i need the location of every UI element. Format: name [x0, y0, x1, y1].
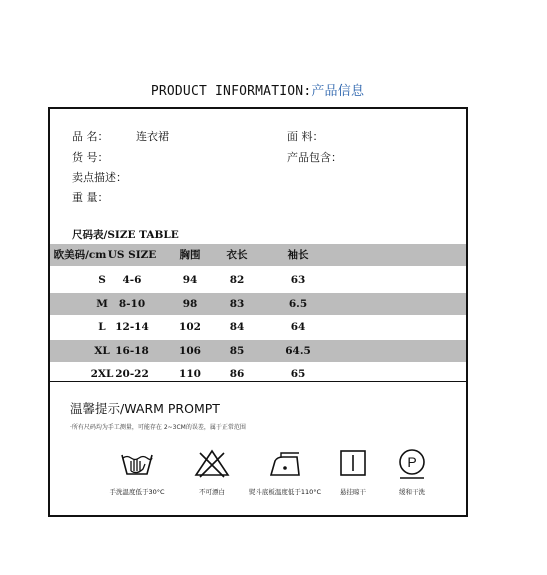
heading-en: PRODUCT INFORMATION:	[150, 84, 312, 99]
table-cell: 2XL	[90, 368, 114, 380]
table-cell: 63	[290, 274, 306, 286]
iron-icon	[267, 447, 303, 481]
table-cell: L	[98, 321, 106, 333]
svg-text:P: P	[407, 454, 417, 470]
table-cell: 98	[182, 298, 198, 310]
table-cell: 16-18	[115, 345, 149, 357]
table-header-cell: 胸围	[179, 249, 201, 261]
section-divider	[50, 381, 466, 382]
table-cell: XL	[94, 345, 110, 357]
page-heading	[0, 80, 515, 99]
size-table-title: 尺码表/SIZE TABLE	[72, 229, 179, 241]
care-label-iron: 熨斗底板温度低于110°C	[248, 488, 322, 496]
warm-prompt-note: ·所有尺码均为手工测量，可能存在 2~3CM的误差，属于正常范围	[70, 424, 246, 431]
table-cell: M	[96, 298, 108, 310]
table-cell: 85	[229, 345, 245, 357]
care-label-no-bleach: 不可漂白	[199, 488, 225, 496]
table-cell: 84	[229, 321, 245, 333]
size-table-header	[50, 244, 466, 266]
heading-cn: 产品信息	[311, 84, 365, 99]
table-row	[50, 269, 466, 291]
name-label: 品 名：	[72, 130, 109, 143]
product-info-card	[48, 107, 468, 517]
table-header-cell: 欧美码/cm	[53, 249, 107, 261]
table-cell: 94	[182, 274, 198, 286]
warm-prompt-title: 温馨提示/WARM PROMPT	[70, 401, 220, 416]
care-hand-wash	[102, 447, 172, 496]
name-value: 连衣裙	[136, 130, 169, 143]
table-header-cell: 衣长	[226, 249, 248, 261]
table-cell: 86	[229, 368, 245, 380]
sku-label: 货 号：	[72, 151, 109, 164]
table-row	[50, 316, 466, 338]
no-bleach-icon	[194, 447, 230, 481]
care-label-hang-dry: 悬挂晾干	[340, 488, 366, 496]
table-cell: 83	[229, 298, 245, 310]
table-cell: 8-10	[118, 298, 146, 310]
package-label: 产品包含：	[287, 151, 342, 164]
table-header-cell: US SIZE	[107, 249, 157, 261]
care-iron	[240, 447, 330, 496]
hang-dry-icon	[335, 447, 371, 481]
table-cell: 110	[179, 368, 201, 380]
table-cell: 12-14	[115, 321, 149, 333]
table-cell: 4-6	[122, 274, 142, 286]
table-row	[50, 340, 466, 362]
name-field	[72, 128, 169, 144]
table-header-cell: 袖长	[287, 249, 309, 261]
table-cell: 102	[179, 321, 201, 333]
care-label-dry-clean: 缓和干洗	[399, 488, 425, 496]
table-cell: 65	[290, 368, 306, 380]
table-cell: S	[98, 274, 106, 286]
table-row	[50, 293, 466, 315]
care-label-hand-wash: 手洗温度低于30°C	[109, 488, 165, 496]
table-cell: 106	[179, 345, 201, 357]
weight-label: 重 量：	[72, 191, 109, 204]
table-cell: 82	[229, 274, 245, 286]
table-cell: 64	[290, 321, 306, 333]
care-hang-dry	[328, 447, 378, 496]
care-dry-clean	[387, 447, 437, 496]
selling-points-label: 卖点描述：	[72, 171, 127, 184]
table-cell: 6.5	[288, 298, 308, 310]
care-no-bleach	[182, 447, 242, 496]
table-cell: 20-22	[115, 368, 149, 380]
hand-wash-icon	[119, 447, 155, 481]
table-cell: 64.5	[285, 345, 311, 357]
fabric-label: 面 料：	[287, 130, 324, 143]
dry-clean-icon	[394, 447, 430, 481]
